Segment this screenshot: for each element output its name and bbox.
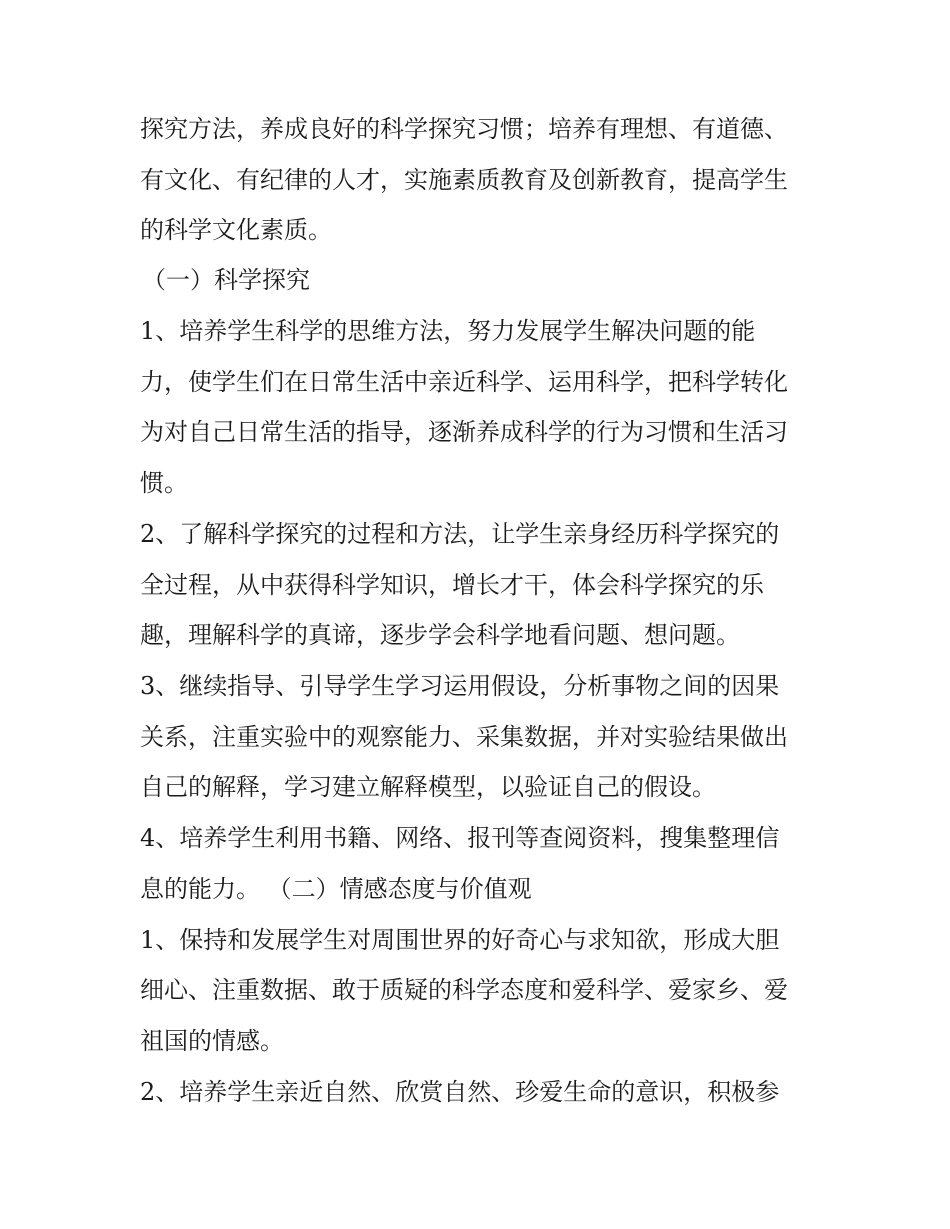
text-line: 的科学文化素质。	[140, 216, 332, 244]
text-line: 探究方法，养成良好的科学探究习惯；培养有理想、有道德、	[140, 115, 788, 143]
text-line: 力，使学生们在日常生活中亲近科学、运用科学，把科学转化	[140, 368, 788, 396]
text-line: 关系，注重实验中的观察能力、采集数据，并对实验结果做出	[140, 723, 788, 751]
text-line: 祖国的情感。	[140, 1027, 284, 1055]
text-line: 趣，理解科学的真谛，逐步学会科学地看问题、想问题。	[140, 621, 740, 649]
text-line: 全过程，从中获得科学知识，增长才干，体会科学探究的乐	[140, 571, 764, 599]
section-heading: （一）科学探究	[142, 266, 310, 294]
text-line: 2、培养学生亲近自然、欣赏自然、珍爱生命的意识，积极参	[140, 1078, 780, 1106]
text-line: 自己的解释，学习建立解释模型，以验证自己的假设。	[140, 773, 716, 801]
text-line: 1、保持和发展学生对周围世界的好奇心与求知欲，形成大胆	[140, 926, 780, 954]
text-line: 2、了解科学探究的过程和方法，让学生亲身经历科学探究的	[140, 520, 780, 548]
text-line: 息的能力。 （二）情感态度与价值观	[140, 875, 532, 903]
text-line: 为对自己日常生活的指导，逐渐养成科学的行为习惯和生活习	[140, 418, 788, 446]
text-line: 4、培养学生利用书籍、网络、报刊等查阅资料，搜集整理信	[140, 824, 780, 852]
text-line: 有文化、有纪律的人才，实施素质教育及创新教育，提高学生	[140, 166, 788, 194]
text-line: 细心、注重数据、敢于质疑的科学态度和爱科学、爱家乡、爱	[140, 976, 788, 1004]
text-line: 3、继续指导、引导学生学习运用假设，分析事物之间的因果	[140, 672, 780, 700]
text-line: 惯。	[140, 469, 188, 497]
text-line: 1、培养学生科学的思维方法，努力发展学生解决问题的能	[140, 317, 756, 345]
